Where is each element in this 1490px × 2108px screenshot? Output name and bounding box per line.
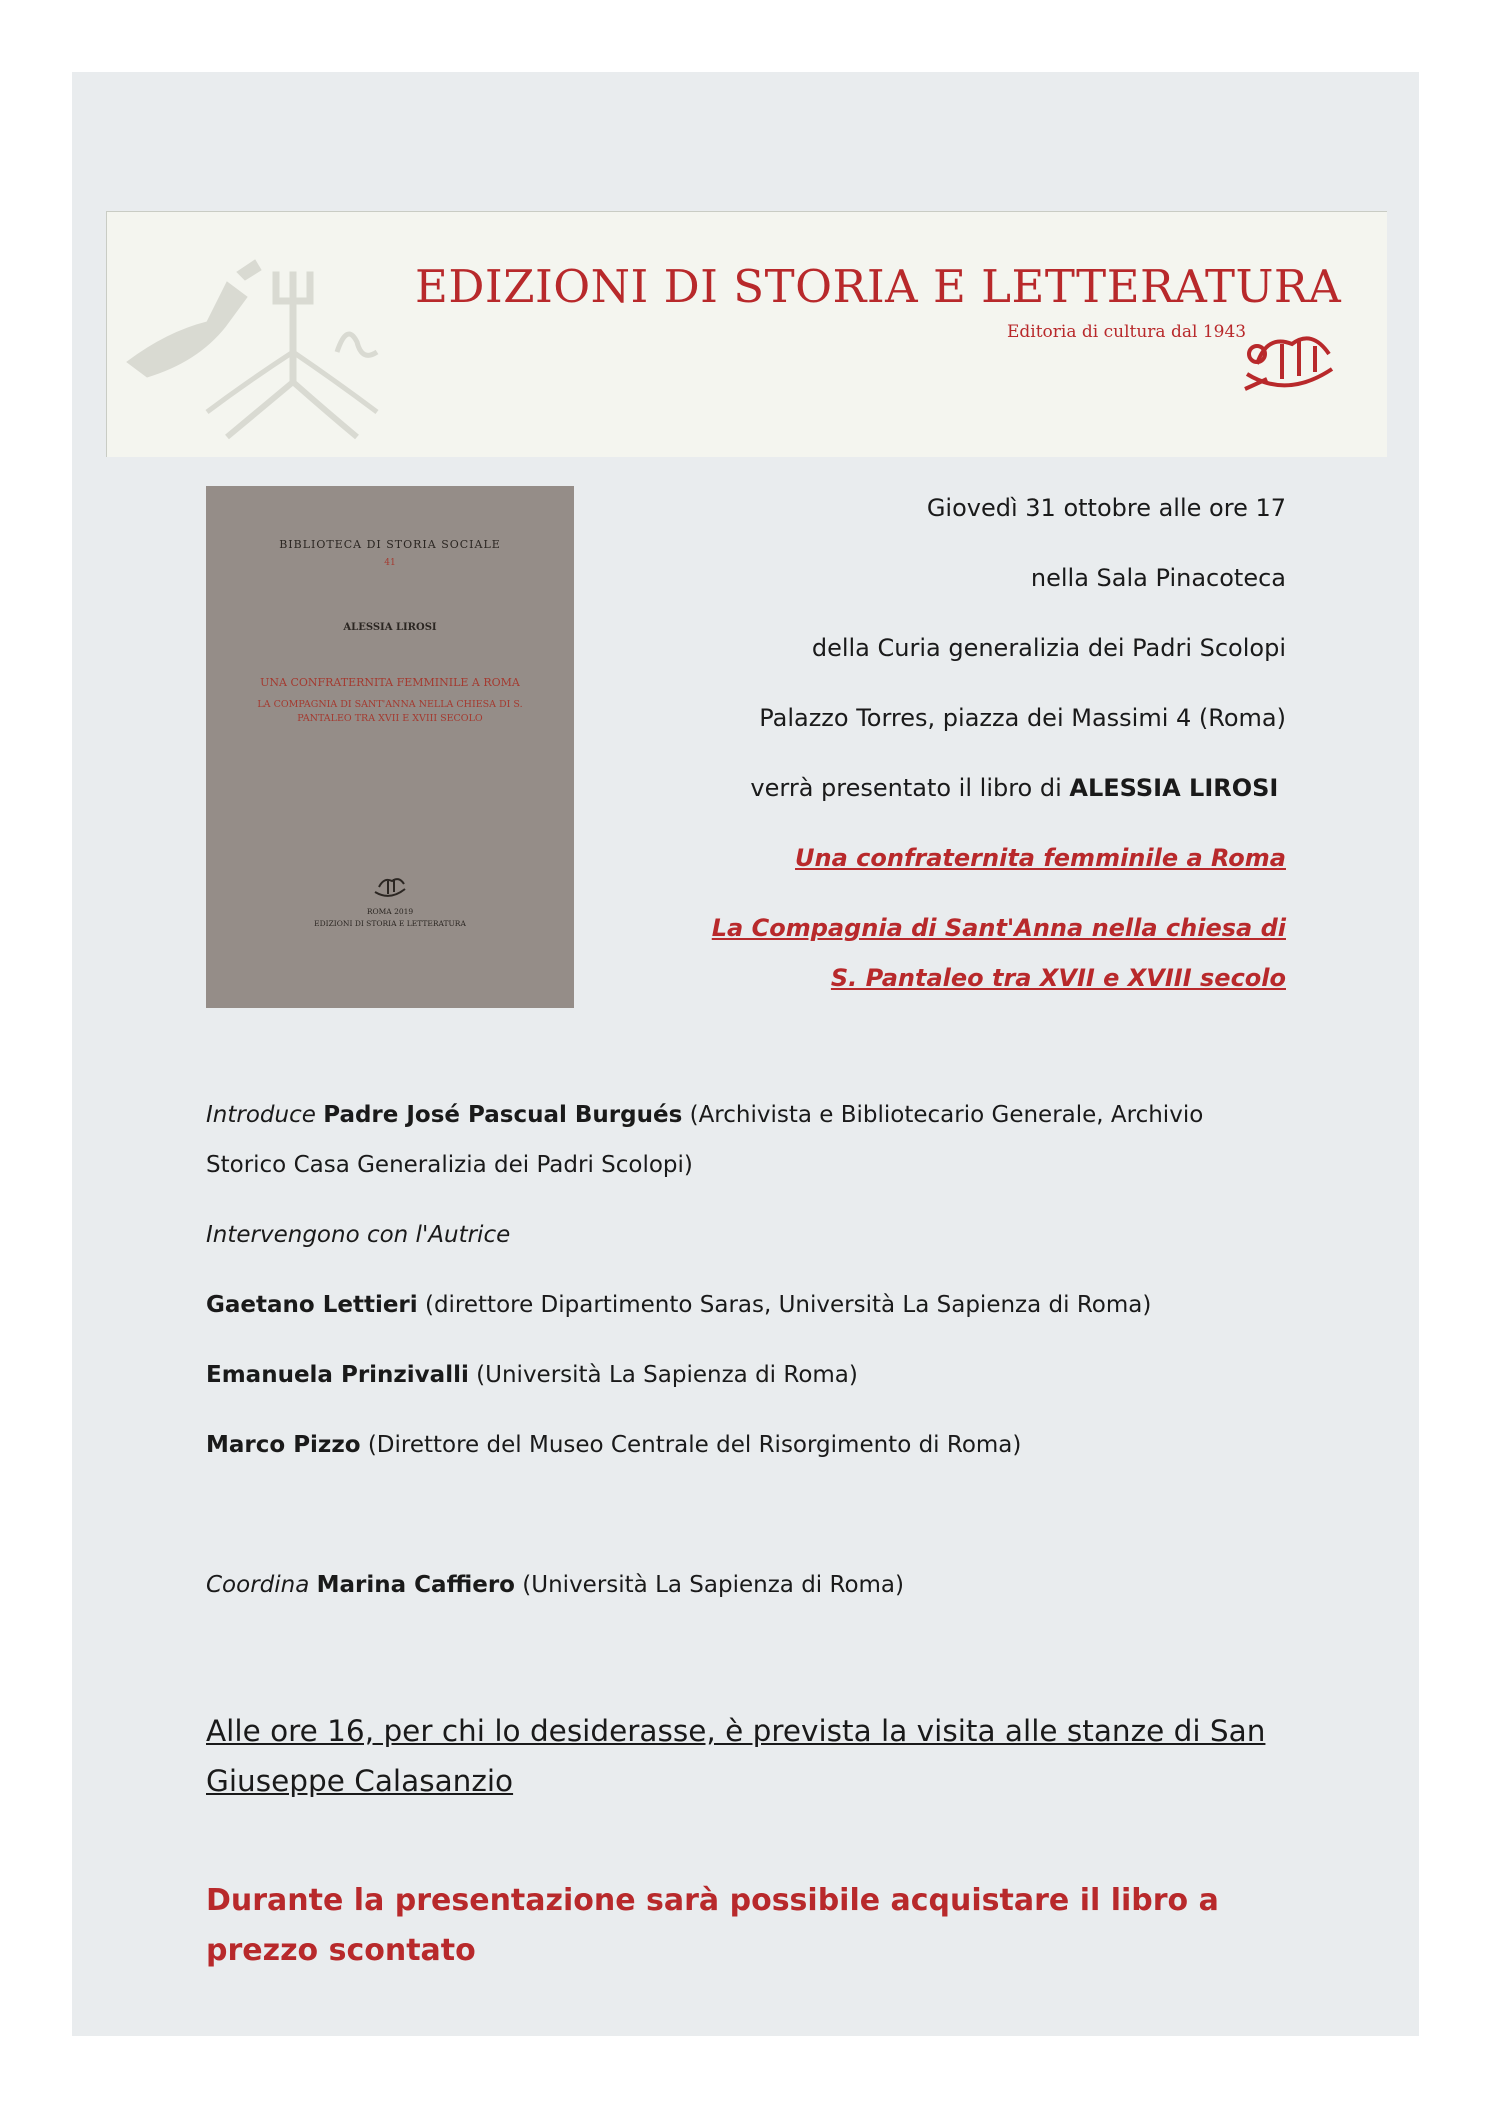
introduce-line — [206, 1102, 1203, 1128]
coordinator-role: (Università La Sapienza di Roma) — [522, 1572, 904, 1598]
event-presentation-line — [560, 774, 1286, 802]
cover-author: ALESSIA LIROSI — [343, 622, 437, 633]
coordinator-label: Coordina — [206, 1572, 310, 1598]
introduce-label: Introduce — [206, 1102, 316, 1128]
cover-subtitle: LA COMPAGNIA DI SANT'ANNA NELLA CHIESA DI S. PANTALEO TRA XVII E XVIII SECOLO — [257, 699, 523, 724]
event-date: Giovedì 31 ottobre alle ore 17 — [926, 494, 1286, 522]
presentation-author: ALESSIA LIROSI — [1069, 774, 1279, 802]
speaker-name: Gaetano Lettieri — [206, 1292, 418, 1318]
ship-logo-icon — [1237, 324, 1347, 404]
publisher-banner — [106, 211, 1387, 457]
speakers-label-text: Intervengono con l'Autrice — [206, 1222, 511, 1248]
presentation-prefix: verrà presentato il libro di — [750, 774, 1062, 802]
coordinator-line — [206, 1572, 904, 1598]
introduce-name: Padre José Pascual Burgués — [323, 1102, 683, 1128]
publisher-tagline: Editoria di cultura dal 1943 — [1007, 322, 1247, 342]
book-cover — [206, 486, 574, 1008]
cover-ship-logo-icon — [372, 874, 408, 902]
book-subtitle-line1: La Compagnia di Sant'Anna nella chiesa di — [711, 914, 1286, 942]
visit-note: Alle ore 16, per chi lo desiderasse, è prevista la visita alle stanze di San Giuseppe Calasanzio — [206, 1714, 1266, 1798]
event-room: nella Sala Pinacoteca — [1030, 564, 1286, 592]
coordinator-name: Marina Caffiero — [316, 1572, 515, 1598]
cover-series-number: 41 — [384, 558, 396, 568]
rock-art-illustration — [107, 212, 407, 457]
event-institution: della Curia generalizia dei Padri Scolopi — [811, 634, 1286, 662]
speaker-role: (direttore Dipartimento Saras, Università La Sapienza di Roma) — [424, 1292, 1152, 1318]
publisher-name: EDIZIONI DI STORIA E LETTERATURA — [415, 260, 1342, 313]
introduce-role-line1: (Archivista e Bibliotecario Generale, Archivio — [689, 1102, 1204, 1128]
speaker-role: (Università La Sapienza di Roma) — [476, 1362, 858, 1388]
book-title: Una confraternita femminile a Roma — [795, 844, 1286, 872]
cover-series: BIBLIOTECA DI STORIA SOCIALE — [279, 538, 501, 551]
speaker-line — [206, 1362, 858, 1388]
speaker-line — [206, 1292, 1151, 1318]
speakers-label — [206, 1222, 510, 1248]
discount-note: Durante la presentazione sarà possibile acquistare il libro a prezzo scontato — [206, 1883, 1219, 1968]
speaker-name: Marco Pizzo — [206, 1432, 361, 1458]
book-subtitle-line2: S. Pantaleo tra XVII e XVIII secolo — [830, 964, 1286, 992]
cover-place-year: ROMA 2019 — [366, 907, 414, 916]
speaker-line — [206, 1432, 1021, 1458]
cover-publisher: EDIZIONI DI STORIA E LETTERATURA — [314, 919, 466, 928]
cover-title: UNA CONFRATERNITA FEMMINILE A ROMA — [260, 676, 520, 689]
speaker-role: (Direttore del Museo Centrale del Risorgimento di Roma) — [367, 1432, 1022, 1458]
speaker-name: Emanuela Prinzivalli — [206, 1362, 469, 1388]
introduce-role-line2: Storico Casa Generalizia dei Padri Scolopi) — [206, 1152, 693, 1178]
event-address: Palazzo Torres, piazza dei Massimi 4 (Roma) — [759, 704, 1286, 732]
